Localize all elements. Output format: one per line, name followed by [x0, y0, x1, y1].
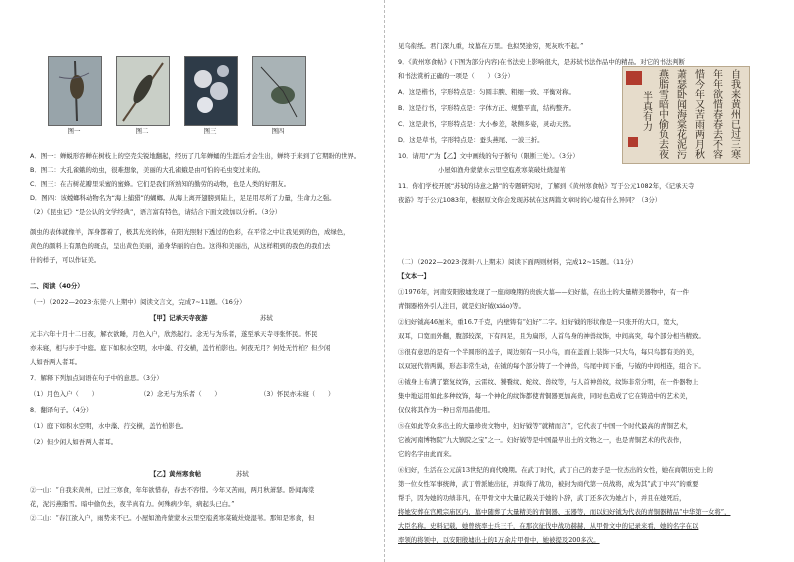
- text1-line: 元丰六年十月十二日夜，解衣欲睡，月色入户，欣然起行。念无与为乐者，遂至承天寺寻张怀民。怀民: [30, 330, 318, 338]
- excerpt-line: 颜虫的表体就像羊，浑身都着了，极其光亮的体，在阳光照射下透过的色彩，在平常之中让我见到的色，成绿色，: [30, 228, 350, 236]
- calligraphy-column: 年年欲惜春春去不容: [713, 70, 723, 161]
- photo-caption-4: 图四: [271, 127, 285, 135]
- q9-option-b: B．这是行书，字形特点是：字体方正、规整平直，结构整齐。: [398, 104, 575, 112]
- para-line: ⑤在如此等众多出土的大量珍贵文物中，妇好钺等“就精而言”，它代表了中国一个时代最高的青铜艺术，: [398, 422, 693, 430]
- text1-line: 亦未寝，相与步于中庭。庭下如积水空明，水中藻、荇交横，盖竹柏影也。何夜无月？何处无竹柏？但少闲: [30, 344, 331, 352]
- option-a: A．图一：蝉蜕形容蝉在树枝上的空壳尖锐地翻起，经历了几年蝉蛹的生涯后才会生出，蝉终于来到了它期盼的世界。: [30, 152, 361, 160]
- para-line: 以双冠代替两翼，形态非常生动，在钺的每个部分铸了一个神兽，鸟尾中间下垂，与钺的中间相连，组合下。: [398, 362, 705, 370]
- para-line: 它被河南博物院“九大镇院之宝”之一。妇好钺等是中国最早出土的文物之一，也是青铜艺术的代表作，: [398, 436, 686, 444]
- part2-intro: （二）（2022—2023·深圳·八上期末）阅读下面两则材料，完成12~15题。（11分）: [398, 258, 637, 266]
- question-11-b: 夜游》写于公元1083年，根据原文你会发现苏轼在这两篇文章时的心境有什么异同？（3分）: [398, 196, 662, 204]
- q7-item-1: （1）月色入户（ ）: [30, 390, 98, 398]
- excerpt-line: 黄色的颜料上有黑色的斑点，呈出黄色美丽，通身华丽的白色。这得和美丽出，从这样粗到的我色的我们去: [30, 242, 331, 250]
- text2-title: 【乙】黄州寒食帖: [150, 470, 202, 478]
- photo-caption-3: 图三: [203, 127, 217, 135]
- para-line: 大臣名称。史料记载，她曾统率士兵三千，在那次征伐中战功赫赫，从甲骨文中的记录来看，她的名字在以: [398, 522, 699, 530]
- text2-author: 苏轼: [236, 470, 249, 478]
- q9-option-a: A．这是楷书，字形特点是：匀圆丰腴、粗细一致、平衡对称。: [398, 88, 575, 96]
- para-line: 第一位女性军事统帅，武丁曾派她出征，并取得了战功，被封为商代第一员战将，成为其“武丁中兴”的重要: [398, 480, 699, 488]
- para-line: 将她安葬在宫殿宗庙区内，墓中随葬了大量精美的青铜器、玉器等，而以妇好钺为代表的青铜器精品“中华第一女将”，: [398, 508, 731, 516]
- column-divider: [384, 0, 385, 562]
- option-d: D．图四：该螳螂科动物名为“海上捕猎”的蝴螂。从海上离开翅膀到陆上，足足用尽所了力量，生命力之强。: [30, 194, 336, 202]
- text2-line: ②二山：“春江欲入户，雨势来不已。小屋如渔舟蒙蒙水云里空庖煮寒菜破灶烧湿苇。那知是寒食，但: [30, 514, 315, 522]
- para-line: ⑥妇好，生活在公元前13世纪的商代晚期。在武丁时代，武丁自己的妻子是一位杰出的女性，她在商朝历史上的: [398, 466, 713, 474]
- para-line: 青铜器格外引人注目，就是妇好钺(xiáo)等。: [398, 302, 525, 310]
- para-line: 它的名字由此而来。: [398, 450, 456, 458]
- photo-caption-1: 图一: [67, 127, 81, 135]
- option-c: C．图三：在吉树花瓣里采蜜的蜜蜂。它们是我们所熟知的勤劳的动物，也是人类的好朋友。: [30, 180, 291, 188]
- option-b: B．图二：大孔雀蛾的幼虫，很难想象，美丽的大孔雀蛾是由可怕的毛虫变过来的。: [30, 166, 265, 174]
- question-10-sentence: 小屋如渔舟蒙蒙水云里空庖煮寒菜破灶烧湿苇: [438, 166, 566, 174]
- para-line: 仅仅将其作为一种日常用品使用。: [398, 406, 494, 414]
- text2-line: ②一山：“自我来黄州，已过三寒食，年年欲惜春，春去不容惜。今年又苦雨，两月秋萧瑟。卧闻海棠: [30, 486, 315, 494]
- question-8: 8．翻译句子。（4分）: [30, 406, 93, 414]
- left-column: [30, 0, 370, 562]
- text1-line: 人如吾两人者耳。: [30, 358, 82, 366]
- question-7: 7．解释下列加点词语在句子中的意思。（3分）: [30, 374, 163, 382]
- calligraphy-column: 萧瑟卧闻海棠花泥污: [677, 70, 687, 161]
- para-line: 帮手，因为她的功绩非凡，在甲骨文中大量记载关于她的卜辞，武丁还多次为她占卜，并且在她死后，: [398, 494, 686, 502]
- calligraphy-column: 自我来黄州已过三寒: [731, 70, 741, 161]
- q7-item-3: （3）怀民亦未寝（ ）: [260, 390, 335, 398]
- seal-stamp: [626, 71, 642, 85]
- calligraphy-column: 半真有力: [643, 92, 653, 133]
- calligraphy-image: [622, 66, 750, 164]
- right-column: [398, 0, 768, 562]
- text-one-label: 【文本一】: [398, 272, 430, 280]
- photo-3-bee-flowers: [184, 56, 238, 126]
- photo-caption-2: 图二: [135, 127, 149, 135]
- question-2: （2）《昆虫记》“是公认的文学经典”，语言富有特色，请结合下面文段加以分析。（3分）: [30, 208, 282, 216]
- photo-1-cicada: [48, 56, 102, 126]
- q9-option-d: D．这是草书，字形特点是：蚕头燕尾、一波三折。: [398, 136, 544, 144]
- excerpt-line: 什的样子，可以作证美。: [30, 256, 101, 264]
- passage-intro: （一）（2022—2023·东莞·八上期中）阅读文言文，完成7~11题。（16分）: [30, 298, 246, 306]
- calligraphy-column: 燕脂雪暗中偷负去夜: [659, 70, 669, 161]
- text2-line: 花，泥污燕脂雪。暗中偷负去，夜半真有力。何殊病少年，病起头已白。”: [30, 500, 235, 508]
- photo-4-mantis: [252, 56, 306, 126]
- q8-item-2: （2）但少闲人如吾两人者耳。: [30, 438, 118, 446]
- para-line: 率领的将领中，以安阳殷墟出土的1万余片甲骨中，她被提及200多次。: [398, 536, 600, 544]
- q9-option-c: C．这是隶书，字形特点是：大小参差，欹侧多姿，灵动天然。: [398, 120, 576, 128]
- para-line: 双耳，口宽而外翻，腹部较深，下有四足，且为扁形，人首鸟身的神兽纹饰，中间高突，每个部分相当精致。: [398, 332, 705, 340]
- text1-title: 【甲】记承天寺夜游: [150, 314, 208, 322]
- text2-continued: 见乌衔纸。君门深九重，坟墓在万里。也拟哭途穷，死灰吹不起。”: [398, 42, 584, 50]
- section-title: 二、阅读（40分）: [30, 282, 84, 290]
- para-line: 集中地运用如此多种纹饰，每一个神化的纹饰都使青铜器更加高贵，同时也造成了它在铸造中的艺术美，: [398, 392, 692, 400]
- question-10: 10．请用“/”为【乙】文中画线的句子断句（限断三处）。（3分）: [398, 152, 579, 160]
- q7-item-2: （2）念无与为乐者（ ）: [140, 390, 221, 398]
- question-9: 9．《黄州寒食帖》(下图为部分内容)在书法史上影响很大，是苏轼书法作品中的精品。对它的书法判断: [398, 58, 686, 66]
- para-line: ①1976年，河南安阳殷墟发现了一座商晚期的贵族大墓——妇好墓，在出土的大量精美器物中，有一件: [398, 288, 690, 296]
- q8-item-1: （1）庭下如积水空明，水中藻、荇交横，盖竹柏影也。: [30, 422, 188, 430]
- text1-author: 苏轼: [260, 314, 273, 322]
- para-line: ③很有意思的是有一个半圆形的盖子，周边刻有一只小鸟，而在盖面上装饰一只大鸟，每只鸟都有美的美，: [398, 348, 699, 356]
- para-line: ④钺身上布满了繁复纹饰，云雷纹、饕餮纹、蛇纹、兽纹等，与人首神兽纹，纹饰非常分明，在一件器物上: [398, 378, 699, 386]
- calligraphy-column: 惜今年又苦雨两月秋: [695, 70, 705, 161]
- para-line: ②妇好钺高46厘米，重16.7千克，内壁铸有“妇好”二字。妇好钺的形状像是一只张开的大口，宽大，: [398, 318, 683, 326]
- question-9-b: 和书法赏析正确的一项是（ ）（3分）: [398, 72, 514, 80]
- seal-stamp: [628, 137, 638, 147]
- photo-2-caterpillar: [116, 56, 170, 126]
- insect-photo-strip: [48, 56, 308, 136]
- question-11: 11．你们学校开展“苏轼的诗意之路”的专题研究时，了解到《黄州寒食帖》写于公元1082年，《记承天寺: [398, 182, 695, 190]
